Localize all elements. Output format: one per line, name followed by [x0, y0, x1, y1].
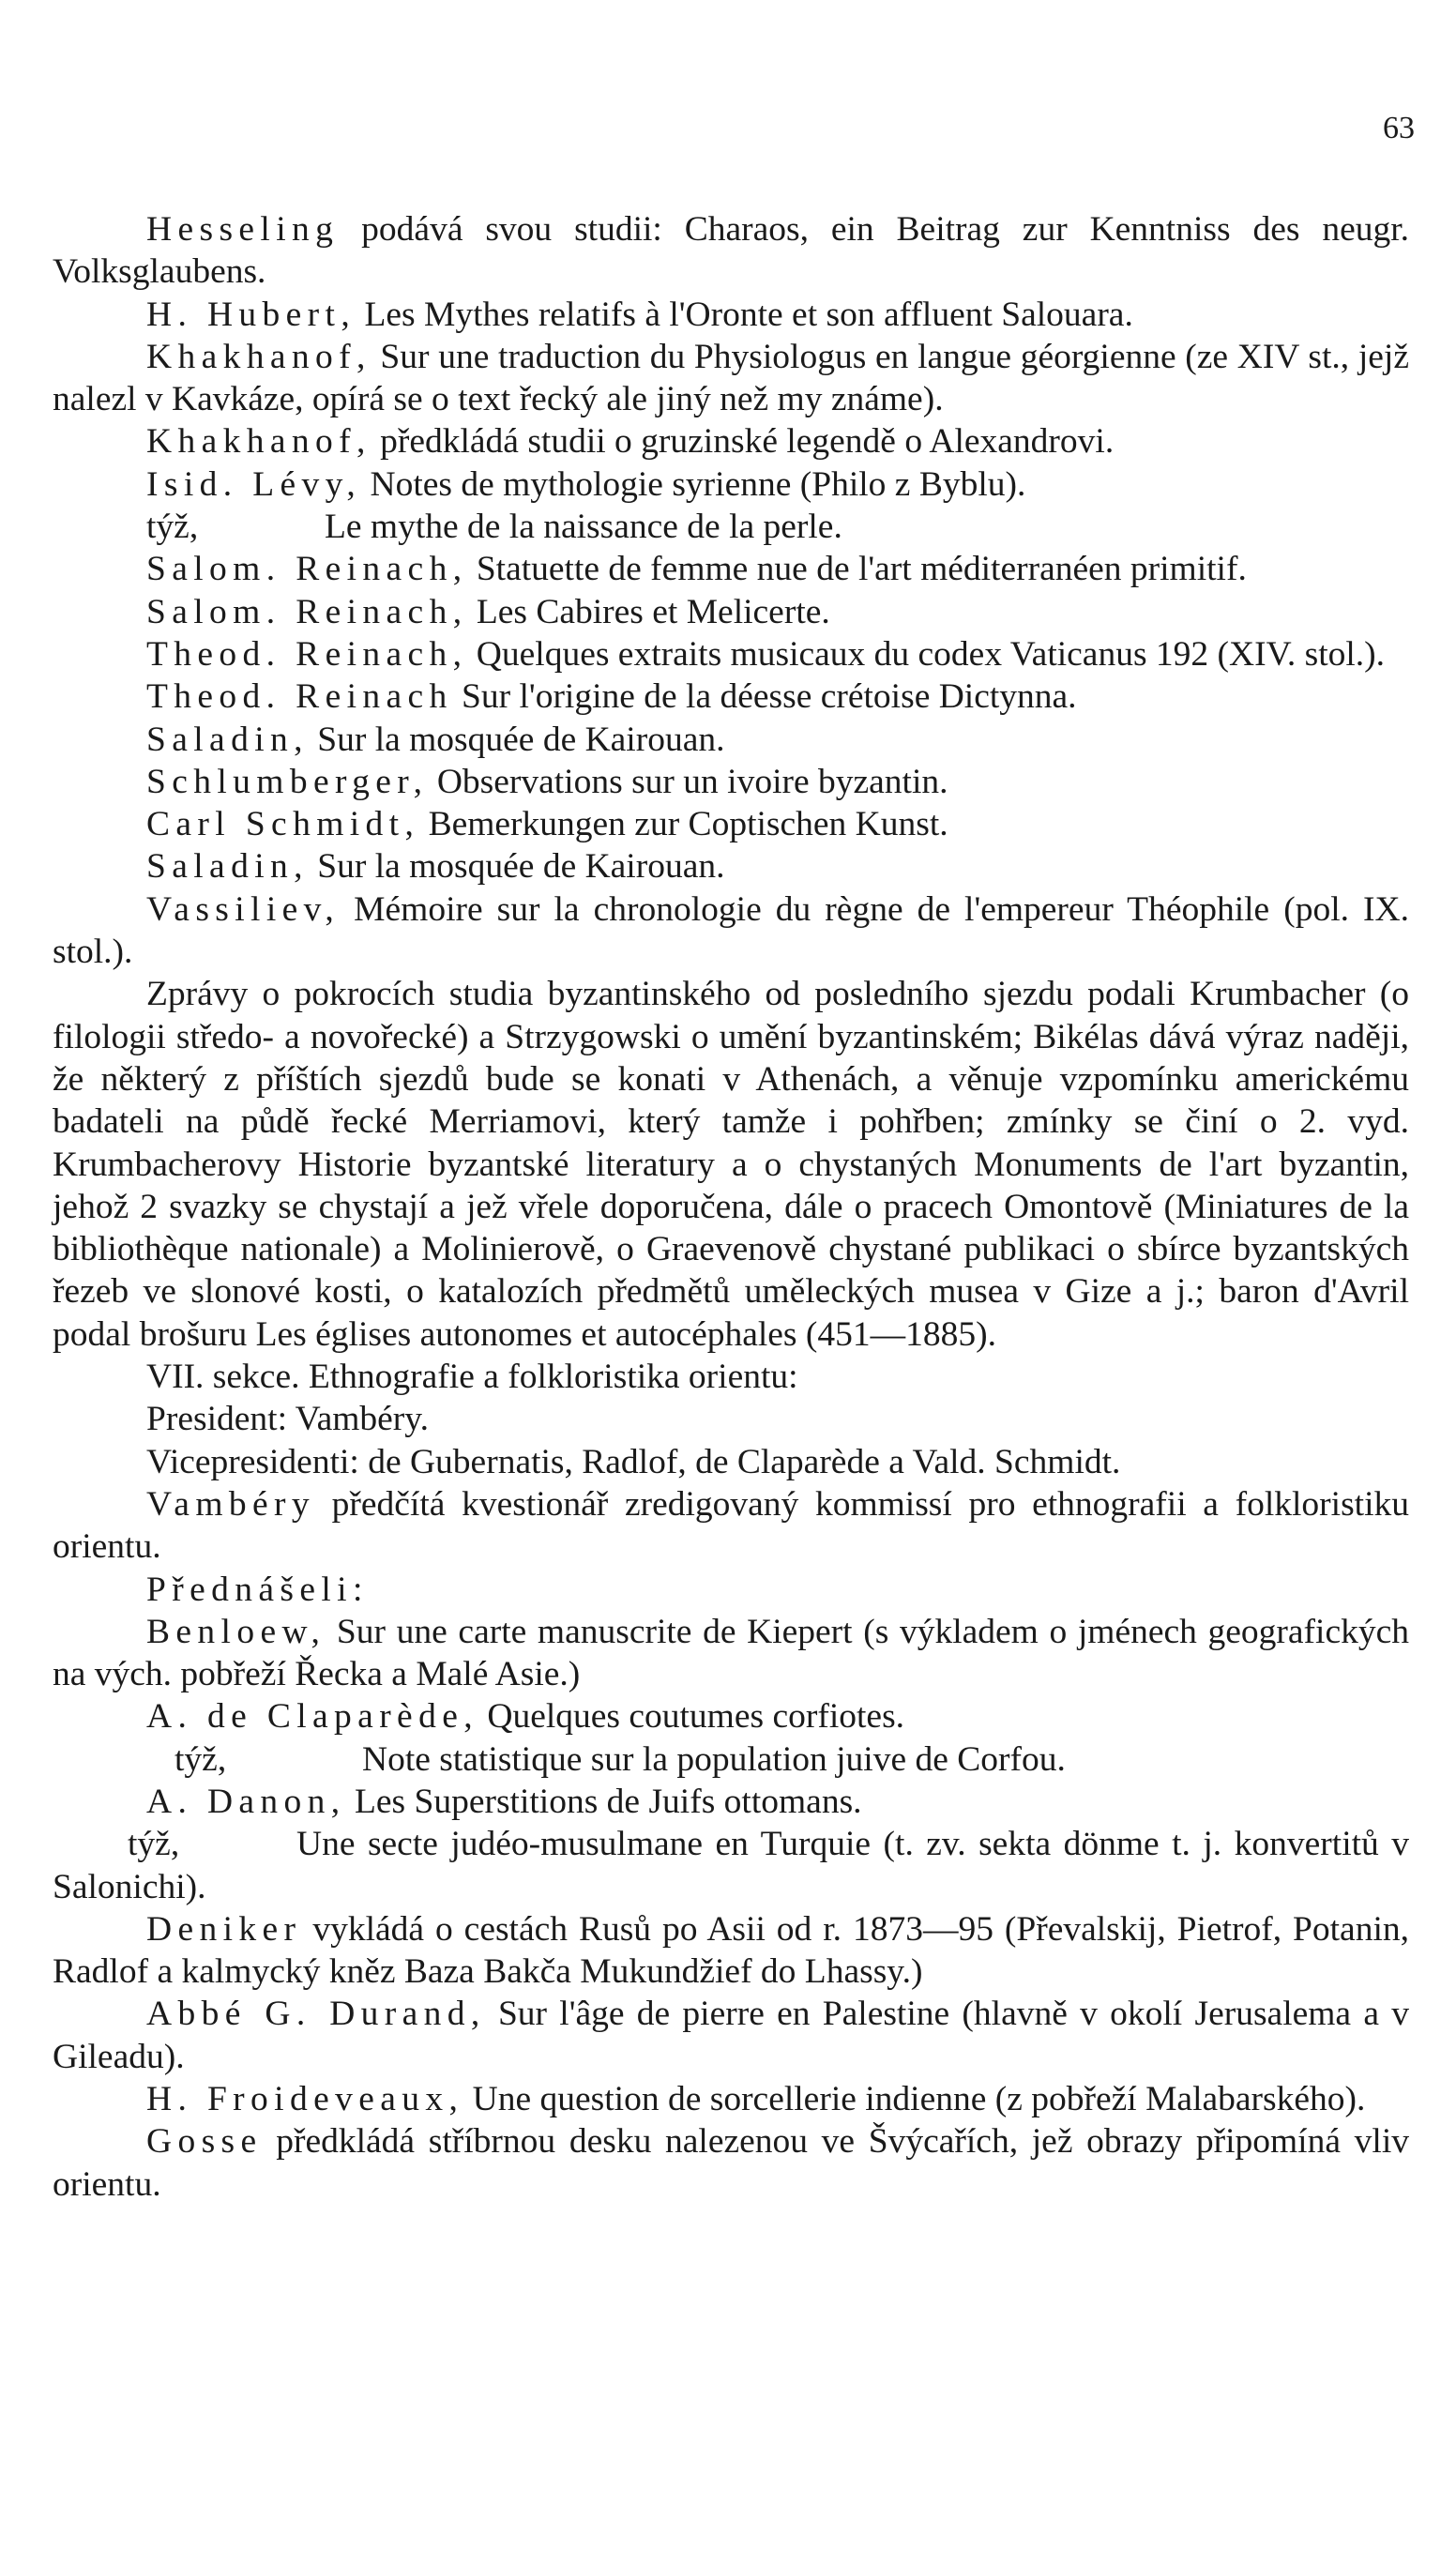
paragraph-text: předkládá studii o gruzinské legendě o Alexandrovi. — [380, 422, 1115, 462]
author-name: Benloew, — [146, 1612, 326, 1651]
paragraph-text: Sur la mosquée de Kairouan. — [317, 720, 725, 759]
idem-label: týž, — [174, 1739, 227, 1779]
author-name: H. Hubert, — [146, 295, 356, 334]
paragraph — [53, 420, 1409, 463]
paragraph-text: Sur l'origine de la déesse crétoise Dictynna. — [462, 677, 1077, 717]
paragraph — [53, 1781, 1409, 1823]
author-name: Saladin, — [146, 720, 309, 759]
paragraph-text: Le mythe de la naissance de la perle. — [325, 508, 842, 547]
paragraph — [53, 803, 1409, 845]
paragraph-text: Observations sur un ivoire byzantin. — [436, 762, 948, 801]
author-name: A. Danon, — [146, 1782, 346, 1821]
idem-label: týž, — [128, 1825, 180, 1864]
paragraph-text: vykládá o cestách Rusů po Asii od r. 1873—95 (Převalskij, Pietrof, Potanin, Radlof a kalmycký kněz Baza Bakča Mukundžief do Lhassy.) — [53, 1909, 1409, 1992]
paragraph — [53, 591, 1409, 633]
page-number: 63 — [1383, 111, 1415, 145]
paragraph — [53, 463, 1409, 506]
paragraph-text: Quelques extraits musicaux du codex Vaticanus 192 (XIV. stol.). — [476, 634, 1386, 674]
paragraph-text: Les Superstitions de Juifs ottomans. — [354, 1782, 862, 1821]
paragraph — [53, 1738, 1409, 1781]
paragraph — [53, 1398, 1409, 1440]
paragraph-text: předčítá kvestionář zredigovaný kommissí pro ethnografii a folkloristiku orientu. — [53, 1484, 1410, 1567]
paragraph — [53, 208, 1409, 294]
author-name: Hesseling — [146, 210, 340, 249]
paragraph — [53, 675, 1409, 718]
paragraph — [53, 548, 1409, 590]
author-name: Deniker — [146, 1909, 302, 1949]
paragraph-text: Quelques coutumes corfiotes. — [487, 1697, 905, 1737]
author-name: Theod. Reinach, — [146, 634, 468, 674]
paragraph — [53, 761, 1409, 803]
paragraph-text: Sur une traduction du Physiologus en langue géorgienne (ze XIV st., jejž nalezl v Kavkáze, opírá se o text řecký ale jiný než my známe). — [53, 337, 1409, 419]
paragraph-text: Les Mythes relatifs à l'Oronte et son affluent Salouara. — [364, 295, 1133, 334]
author-name: Přednášeli: — [146, 1570, 369, 1609]
paragraph — [53, 633, 1409, 675]
paragraph-text: Une question de sorcellerie indienne (z pobřeží Malabarského). — [472, 2080, 1366, 2119]
author-name: H. Froideveaux, — [146, 2080, 464, 2119]
paragraph — [53, 294, 1409, 336]
author-name: Theod. Reinach — [146, 677, 453, 717]
paragraph — [53, 1441, 1409, 1483]
paragraph-text: Zprávy o pokrocích studia byzantinského od posledního sjezdu podali Krumbacher (o filologii středo- a novořecké) a Strzygowski o umění byzantinském; Bikélas dává výraz naději, že některý z příštích sjezdů bude se konati v Athenách, a věnuje vzpomínku americkému badateli na půdě řecké Merriamovi, který tamže i pohřben; zmínky se činí o 2. vyd. Krumbacherovy Historie byzantské literatury a o chystaných Monuments de l'art byzantin, jehož 2 svazky se chystají a jež vřele doporučena, dále o pracech Omontově (Miniatures de la bibliothèque nationale) a Molinierově, o Graevenově chystané publikaci o sbírce byzantských řezeb ve slonové kosti, o katalozích předmětů uměleckých musea v Gize a j.; baron d'Avril podal brošuru Les églises autonomes et autocéphales (451—1885). — [53, 975, 1409, 1354]
paragraph-text: Mémoire sur la chronologie du règne de l'empereur Théophile (pol. IX. stol.). — [53, 889, 1409, 972]
paragraph — [53, 1908, 1409, 1994]
paragraph — [53, 1695, 1409, 1738]
idem-label: týž, — [146, 508, 199, 547]
paragraph — [53, 2120, 1409, 2206]
paragraph-text: President: Vambéry. — [146, 1400, 429, 1439]
paragraph-text: Sur l'âge de pierre en Palestine (hlavně v okolí Jerusalema a v Gileadu). — [53, 1995, 1409, 2076]
paragraph-text: Vicepresidenti: de Gubernatis, Radlof, de Claparède a Vald. Schmidt. — [146, 1442, 1121, 1481]
author-name: Gosse — [146, 2122, 263, 2162]
paragraph — [53, 1569, 1409, 1611]
author-name: Vassiliev, — [146, 889, 341, 929]
author-name: Schlumberger, — [146, 762, 429, 801]
author-name: Abbé G. Durand, — [146, 1995, 486, 2034]
paragraph — [53, 845, 1409, 888]
paragraph-text: VII. sekce. Ethnografie a folkloristika orientu: — [146, 1358, 798, 1397]
paragraph — [53, 888, 1409, 974]
paragraph-text: podává svou studii: Charaos, ein Beitrag zur Kenntniss des neugr. Volksglaubens. — [53, 210, 1410, 292]
paragraph — [53, 1611, 1409, 1696]
author-name: Salom. Reinach, — [146, 592, 468, 631]
page-text — [53, 208, 1409, 2206]
paragraph — [53, 1483, 1409, 1569]
paragraph — [53, 719, 1409, 761]
author-name: Salom. Reinach, — [146, 550, 468, 589]
paragraph — [53, 2078, 1409, 2120]
paragraph-text: Bemerkungen zur Coptischen Kunst. — [428, 805, 948, 844]
paragraph-text: Sur la mosquée de Kairouan. — [317, 847, 725, 887]
paragraph-text: Une secte judéo-musulmane en Turquie (t. zv. sekta dönme t. j. konvertitů v Salonichi). — [53, 1825, 1409, 1906]
paragraph — [53, 1823, 1409, 1908]
paragraph-text: Notes de mythologie syrienne (Philo z Byblu). — [370, 464, 1026, 504]
author-name: Vambéry — [146, 1484, 315, 1524]
author-name: Khakhanof, — [146, 422, 372, 462]
author-name: Carl Schmidt, — [146, 805, 420, 844]
author-name: Isid. Lévy, — [146, 464, 362, 504]
paragraph — [53, 973, 1409, 1356]
paragraph-text: Statuette de femme nue de l'art méditerranéen primitif. — [476, 550, 1247, 589]
author-name: Saladin, — [146, 847, 309, 887]
paragraph-text: Les Cabires et Melicerte. — [476, 592, 830, 631]
paragraph — [53, 336, 1409, 421]
author-name: A. de Claparède, — [146, 1697, 478, 1737]
paragraph-text: Sur une carte manuscrite de Kiepert (s výkladem o jménech geografických na vých. pobřeží Řecka a Malé Asie.) — [53, 1612, 1410, 1694]
author-name: Khakhanof, — [146, 337, 372, 376]
paragraph-text: předkládá stříbrnou desku nalezenou ve Švýcařích, jež obrazy připomíná vliv orientu. — [53, 2122, 1410, 2204]
paragraph — [53, 1993, 1409, 2078]
paragraph-text: Note statistique sur la population juive de Corfou. — [362, 1739, 1066, 1779]
paragraph — [53, 506, 1409, 548]
paragraph — [53, 1356, 1409, 1398]
